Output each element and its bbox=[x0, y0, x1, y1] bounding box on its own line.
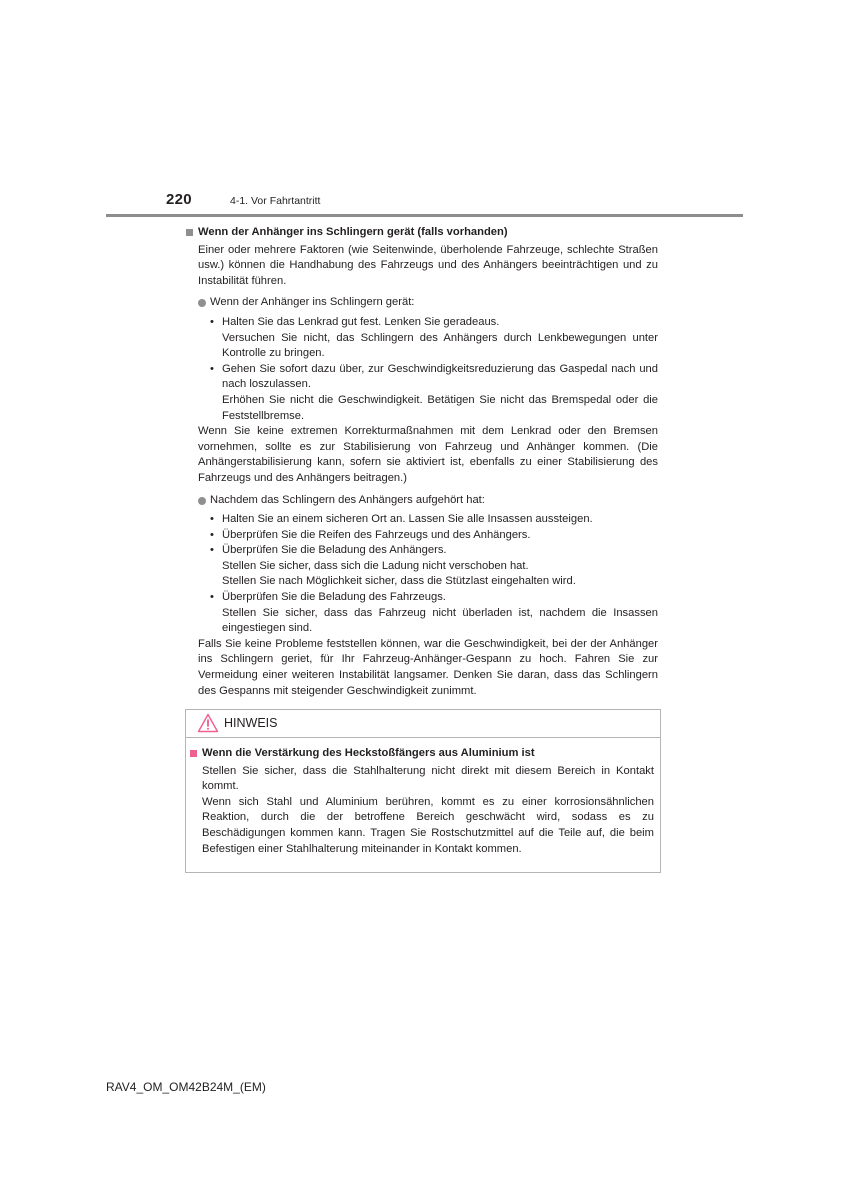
notice-box bbox=[185, 709, 661, 873]
main-content bbox=[186, 225, 658, 699]
subsection-2-bullets bbox=[210, 512, 658, 637]
list-item-line: Überprüfen Sie die Beladung des Fahrzeugs. bbox=[222, 591, 446, 604]
bullet-icon: • bbox=[210, 591, 214, 604]
list-item bbox=[210, 315, 658, 362]
section-heading-text: Wenn der Anhänger ins Schlingern gerät (falls vorhanden) bbox=[198, 226, 508, 238]
notice-heading bbox=[190, 746, 654, 762]
section-title: 4-1. Vor Fahrtantritt bbox=[230, 195, 321, 207]
list-item-line: Überprüfen Sie die Beladung des Anhängers. bbox=[222, 544, 447, 557]
list-item bbox=[210, 528, 658, 544]
list-item-line: Stellen Sie sicher, dass sich die Ladung nicht verschoben hat. bbox=[222, 559, 529, 572]
warning-triangle-icon bbox=[197, 713, 219, 733]
notice-paragraph: Wenn sich Stahl und Aluminium berühren, kommt es zu einer korrosionsähnlichen Reaktion, durch die der betroffene Bereich geschwächt wird, sodass es zu Beschädigungen kommen kann. Tragen Sie Rostschutzmittel auf die Teile auf, die beim Befestigen einer Stahlhalterung miteinander in Kontakt kommen. bbox=[202, 795, 654, 855]
subsection-2 bbox=[198, 493, 658, 509]
list-item-line: Halten Sie das Lenkrad gut fest. Lenken Sie geradeaus. bbox=[222, 315, 500, 328]
header-divider bbox=[106, 214, 743, 217]
page-number: 220 bbox=[166, 191, 192, 208]
square-bullet-icon bbox=[186, 229, 193, 236]
square-bullet-icon bbox=[190, 750, 197, 757]
notice-header bbox=[186, 710, 660, 738]
subsection-2-title: Nachdem das Schlingern des Anhängers aufgehört hat: bbox=[210, 493, 485, 506]
list-item-line: Stellen Sie nach Möglichkeit sicher, dass die Stützlast eingehalten wird. bbox=[222, 575, 576, 588]
subsection-1-title: Wenn der Anhänger ins Schlingern gerät: bbox=[210, 296, 415, 309]
bullet-icon: • bbox=[210, 528, 214, 541]
section-heading bbox=[186, 225, 658, 241]
intro-paragraph: Einer oder mehrere Faktoren (wie Seitenwinde, überholende Fahrzeuge, schlechte Straßen usw.) können die Handhabung des Fahrzeugs und des Anhängers beeinträchtigen und zu Instabilität führen. bbox=[198, 243, 658, 287]
document-code: RAV4_OM_OM42B24M_(EM) bbox=[106, 1080, 266, 1094]
conclusion-paragraph: Falls Sie keine Probleme feststellen können, war die Geschwindigkeit, bei der der Anhänger ins Schlingern geriet, für Ihr Fahrzeug-Anhänger-Gespann zu hoch. Fahren Sie zur Vermeidung einer weiteren Instabilität langsamer. Denken Sie daran, dass das Schlingern des Gespanns mit steigender Geschwindigkeit zunimmt. bbox=[198, 637, 658, 697]
list-item-line: Halten Sie an einem sicheren Ort an. Lassen Sie alle Insassen aussteigen. bbox=[222, 513, 593, 526]
notice-title: HINWEIS bbox=[224, 716, 278, 730]
list-item-line: Überprüfen Sie die Reifen des Fahrzeugs und des Anhängers. bbox=[222, 528, 531, 541]
list-item bbox=[210, 543, 658, 590]
notice-heading-text: Wenn die Verstärkung des Heckstoßfängers aus Aluminium ist bbox=[202, 747, 535, 759]
circle-bullet-icon bbox=[198, 497, 206, 505]
list-item bbox=[210, 590, 658, 637]
list-item bbox=[210, 512, 658, 528]
list-item-line: Stellen Sie sicher, dass das Fahrzeug nicht überladen ist, nachdem die Insassen eingestiegen sind. bbox=[222, 606, 658, 635]
stabilization-paragraph: Wenn Sie keine extremen Korrekturmaßnahmen mit dem Lenkrad oder den Bremsen vornehmen, sollte es zur Stabilisierung von Fahrzeug und Anhänger kommen. (Die Anhängerstabilisierung kann, sofern sie aktiviert ist, ebenfalls zu einer Stabilisierung des Fahrzeugs und des Anhängers beitragen.) bbox=[198, 425, 658, 484]
circle-bullet-icon bbox=[198, 299, 206, 307]
list-item-line: Gehen Sie sofort dazu über, zur Geschwindigkeitsreduzierung das Gaspedal nach und nach loszulassen. bbox=[222, 362, 658, 391]
notice-body bbox=[190, 746, 654, 857]
bullet-icon: • bbox=[210, 544, 214, 557]
subsection-1-bullets bbox=[210, 315, 658, 424]
notice-paragraph: Stellen Sie sicher, dass die Stahlhalterung nicht direkt mit diesem Bereich in Kontakt kommt. bbox=[202, 764, 654, 793]
subsection-1 bbox=[198, 295, 658, 311]
bullet-icon: • bbox=[210, 315, 214, 328]
list-item-line: Versuchen Sie nicht, das Schlingern des Anhängers durch Lenkbewegungen unter Kontrolle zu bringen. bbox=[222, 331, 658, 360]
bullet-icon: • bbox=[210, 513, 214, 526]
bullet-icon: • bbox=[210, 362, 214, 375]
list-item bbox=[210, 362, 658, 424]
list-item-line: Erhöhen Sie nicht die Geschwindigkeit. Betätigen Sie nicht das Bremspedal oder die Feststellbremse. bbox=[222, 393, 658, 422]
